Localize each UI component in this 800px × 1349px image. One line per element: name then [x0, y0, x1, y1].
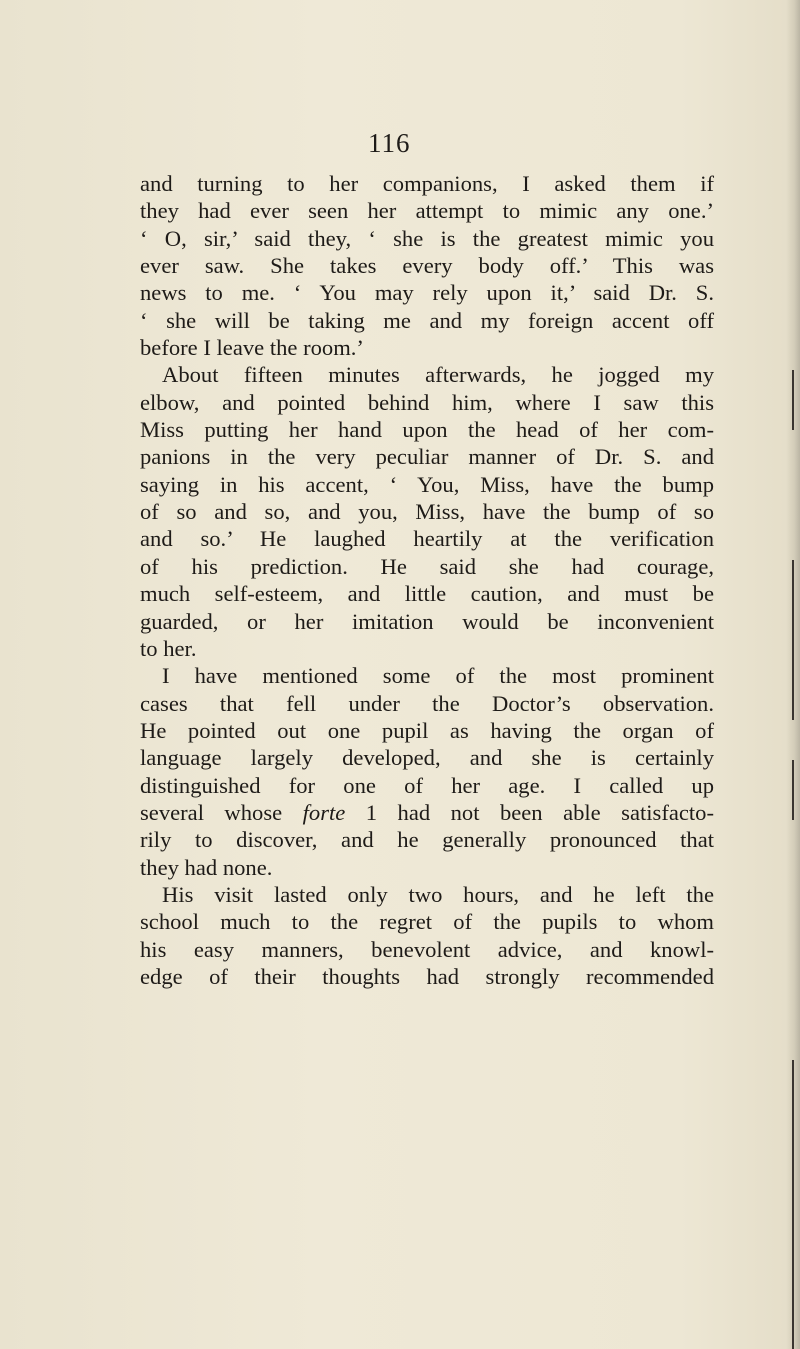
page-edge-line	[792, 370, 794, 430]
text-line: guarded, or her imitation would be inconvenient	[140, 608, 714, 634]
text-line: cases that fell under the Doctor’s observation.	[140, 690, 714, 716]
text-line: rily to discover, and he generally pronounced that	[140, 827, 714, 853]
text-line: and so.’ He laughed heartily at the verification	[140, 526, 714, 552]
text-fragment: several whose	[140, 799, 283, 825]
page-edge-line	[792, 560, 794, 720]
text-line: news to me. ‘ You may rely upon it,’ said Dr. S.	[140, 280, 714, 306]
text-line: they had ever seen her attempt to mimic any one.’	[140, 198, 714, 224]
text-line: About fifteen minutes afterwards, he jogged my	[162, 362, 714, 388]
text-line: language largely developed, and she is certainly	[140, 745, 714, 771]
italic-word: forte	[302, 799, 346, 825]
page-number: 116	[368, 128, 411, 158]
text-line: ‘ O, sir,’ said they, ‘ she is the greatest mimic you	[140, 225, 714, 251]
text-line: saying in his accent, ‘ You, Miss, have the bump	[140, 471, 714, 497]
text-line-mixed	[140, 799, 714, 826]
page-edge-line	[792, 760, 794, 820]
text-line: edge of their thoughts had strongly recommended	[140, 963, 714, 989]
text-line: ‘ she will be taking me and my foreign accent off	[140, 307, 714, 333]
text-line: of his prediction. He said she had courage,	[140, 553, 714, 579]
text-line: ever saw. She takes every body off.’ This was	[140, 253, 714, 279]
text-line: to her.	[140, 635, 197, 661]
text-line: much self-esteem, and little caution, and must be	[140, 581, 714, 607]
text-line: His visit lasted only two hours, and he left the	[162, 881, 714, 907]
text-line: of so and so, and you, Miss, have the bump of so	[140, 499, 714, 525]
body-text	[140, 170, 714, 990]
text-line: elbow, and pointed behind him, where I saw this	[140, 389, 714, 415]
text-line: and turning to her companions, I asked them if	[140, 171, 714, 196]
page-edge-line	[792, 1060, 794, 1349]
text-line: panions in the very peculiar manner of Dr. S. and	[140, 444, 714, 470]
text-line: before I leave the room.’	[140, 335, 364, 361]
text-line: his easy manners, benevolent advice, and knowl-	[140, 936, 714, 962]
text-line: Miss putting her hand upon the head of her com-	[140, 417, 714, 443]
text-fragment: 1 had not been able satisfacto-	[365, 799, 714, 825]
text-line: I have mentioned some of the most prominent	[162, 663, 714, 689]
text-line: school much to the regret of the pupils to whom	[140, 909, 714, 935]
text-line: distinguished for one of her age. I called up	[140, 772, 714, 798]
text-line: He pointed out one pupil as having the organ of	[140, 717, 714, 743]
text-line: they had none.	[140, 854, 273, 880]
